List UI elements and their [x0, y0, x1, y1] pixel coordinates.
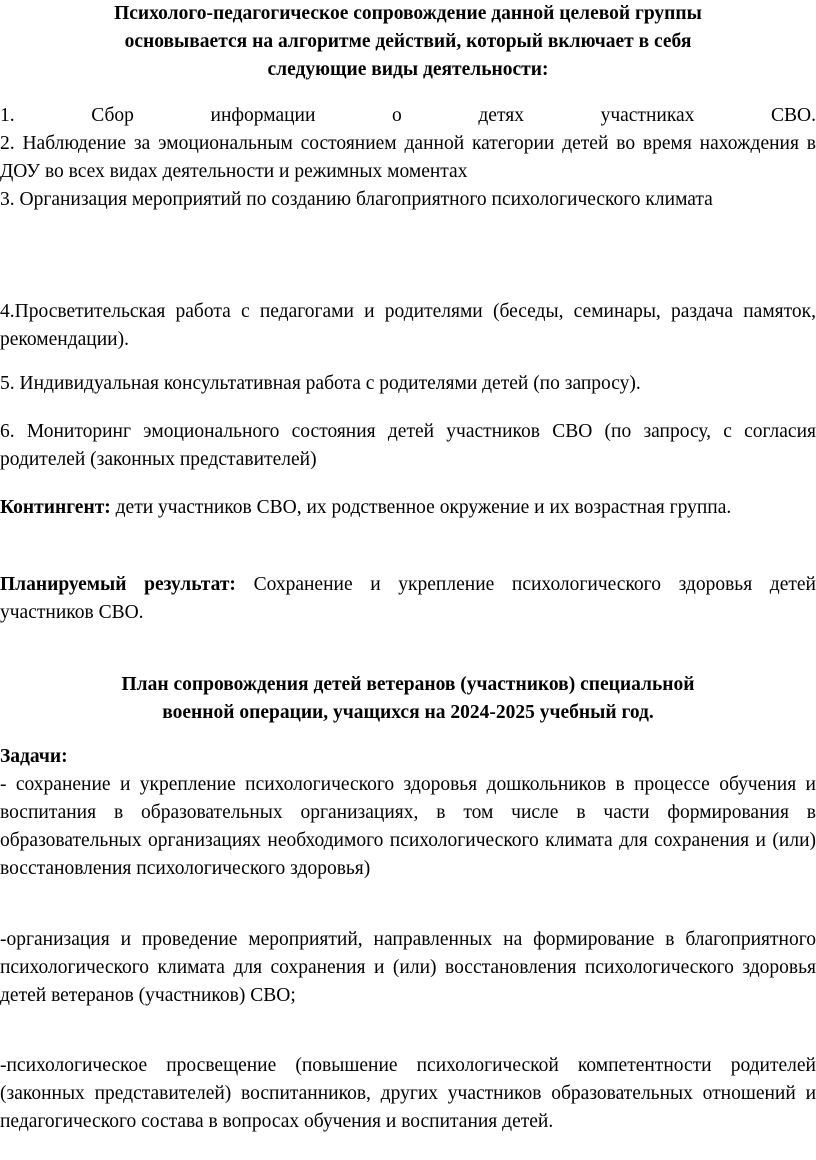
- list-item: 2. Наблюдение за эмоциональным состоянием данной категории детей во время нахождения в ДОУ во всех видах деятельности и режимных моментах: [0, 133, 816, 182]
- task-item: -организация и проведение мероприятий, направленных на формирование в благоприятного психологического климата для сохранения и (или) восстановления психологического здоровья детей ветеранов (участников) СВО;: [0, 929, 816, 1006]
- list-item: 6. Мониторинг эмоционального состояния детей участников СВО (по запросу, с согласия родителей (законных представителей): [0, 421, 816, 470]
- contingent-text: дети участников СВО, их родственное окружение и их возрастная группа.: [110, 497, 732, 518]
- contingent-paragraph: [0, 494, 816, 522]
- heading-line: следующие виды деятельности:: [267, 59, 549, 80]
- section-heading-algorithm: [0, 0, 816, 84]
- list-item: 3. Организация мероприятий по созданию благоприятного психологического климата: [0, 189, 713, 210]
- task-item-2-block: [0, 926, 816, 1010]
- list-item: 1. Сбор информации о детях участниках СВО.: [0, 105, 816, 126]
- list-item-6-block: [0, 418, 816, 474]
- tasks-label: Задачи:: [0, 746, 68, 767]
- heading-line: Психолого-педагогическое сопровождение данной целевой группы: [114, 3, 702, 24]
- heading-line: План сопровождения детей ветеранов (участников) специальной: [121, 674, 695, 695]
- result-label: Планируемый результат:: [0, 574, 236, 595]
- task-item-3-block: [0, 1052, 816, 1136]
- list-item: 5. Индивидуальная консультативная работа с родителями детей (по запросу).: [0, 373, 641, 394]
- result-paragraph: [0, 571, 816, 627]
- contingent-label: Контингент:: [0, 497, 111, 518]
- result-text: Сохранение и укрепление психологического здоровья детей участников СВО.: [0, 574, 816, 623]
- heading-line: военной операции, учащихся на 2024-2025 учебный год.: [162, 702, 654, 723]
- list-item-4-block: [0, 298, 816, 354]
- heading-line: основывается на алгоритме действий, который включает в себя: [124, 31, 692, 52]
- task-item: - сохранение и укрепление психологического здоровья дошкольников в процессе обучения и воспитания в образовательных организациях, в том числе в части формирования в образовательных организациях необходимого психологического климата для сохранения и (или) восстановления психологического здоровья): [0, 774, 816, 879]
- task-item: -психологическое просвещение (повышение психологической компетентности родителей (законных представителей) воспитанников, других участников образовательных отношений и педагогического состава в вопросах обучения и воспитания детей.: [0, 1055, 816, 1132]
- list-item: 4.Просветительская работа с педагогами и родителями (беседы, семинары, раздача памяток, рекомендации).: [0, 301, 816, 350]
- activity-list: [0, 102, 816, 214]
- section-heading-plan: [0, 671, 816, 727]
- list-item-5-block: [0, 370, 816, 398]
- tasks-section: [0, 743, 816, 883]
